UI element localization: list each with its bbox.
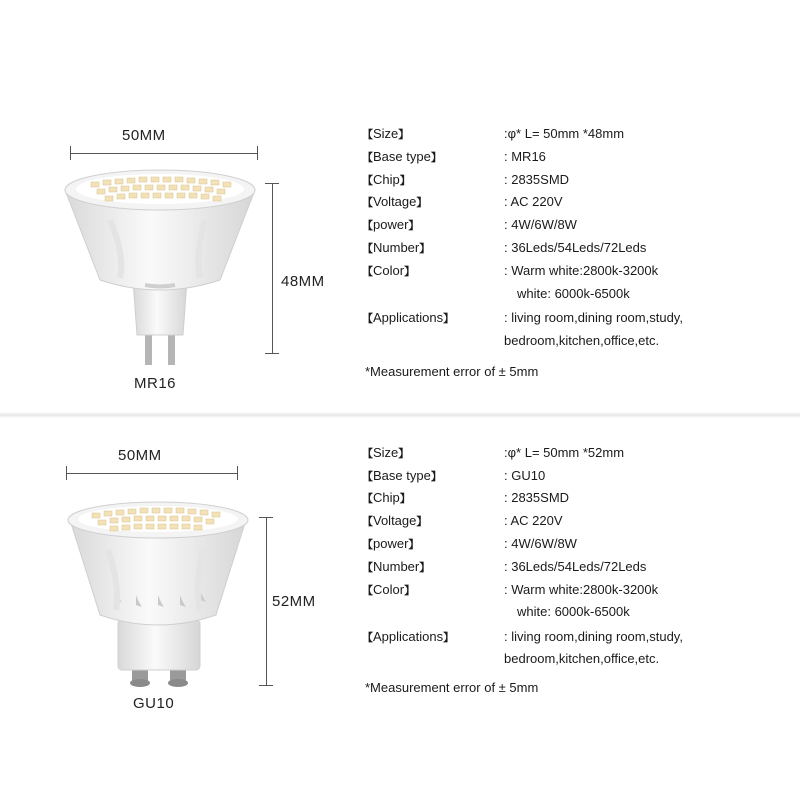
spec-value: : 2835SMD bbox=[504, 490, 570, 505]
spec-label: 【Color】 bbox=[362, 263, 416, 278]
spec-label: 【Voltage】 bbox=[362, 513, 428, 528]
height-dimension-line bbox=[266, 517, 267, 686]
spec-label: 【Number】 bbox=[362, 559, 431, 574]
spec-label: 【Base type】 bbox=[362, 149, 442, 164]
spec-label: 【Color】 bbox=[362, 582, 416, 597]
spec-label: 【Applications】 bbox=[362, 310, 455, 325]
spec-value: : Warm white:2800k-3200k bbox=[504, 582, 659, 597]
spec-value: : living room,dining room,study, bbox=[504, 629, 683, 644]
spec-value: white: 6000k-6500k bbox=[517, 286, 630, 301]
gu10-bulb-image bbox=[58, 495, 258, 700]
width-label: 50MM bbox=[118, 447, 162, 464]
spec-value: : MR16 bbox=[504, 149, 546, 164]
spec-label: 【power】 bbox=[362, 536, 420, 551]
spec-label: 【Size】 bbox=[362, 126, 410, 141]
spec-value: :φ* L= 50mm *48mm bbox=[504, 126, 625, 141]
spec-value: : 36Leds/54Leds/72Leds bbox=[504, 559, 647, 574]
spec-value: : AC 220V bbox=[504, 513, 563, 528]
spec-value: white: 6000k-6500k bbox=[517, 604, 630, 619]
width-label: 50MM bbox=[122, 127, 166, 144]
spec-label: 【Chip】 bbox=[362, 172, 411, 187]
product-panel-gu10 bbox=[0, 400, 800, 800]
height-dimension-line bbox=[272, 183, 273, 354]
spec-label: 【Size】 bbox=[362, 445, 410, 460]
spec-label: 【Base type】 bbox=[362, 468, 442, 483]
height-label: 52MM bbox=[272, 593, 316, 610]
spec-value: : living room,dining room,study, bbox=[504, 310, 683, 325]
model-label: MR16 bbox=[134, 375, 177, 392]
spec-value: :φ* L= 50mm *52mm bbox=[504, 445, 625, 460]
spec-value: : 4W/6W/8W bbox=[504, 217, 577, 232]
spec-value: : AC 220V bbox=[504, 194, 563, 209]
spec-label: 【Number】 bbox=[362, 240, 431, 255]
mr16-bulb-image bbox=[55, 160, 265, 370]
spec-value: : 2835SMD bbox=[504, 172, 570, 187]
measurement-note: *Measurement error of ± 5mm bbox=[365, 364, 539, 379]
spec-label: 【Chip】 bbox=[362, 490, 411, 505]
height-label: 48MM bbox=[281, 273, 325, 290]
spec-value: : GU10 bbox=[504, 468, 546, 483]
measurement-note: *Measurement error of ± 5mm bbox=[365, 680, 539, 695]
spec-label: 【Applications】 bbox=[362, 629, 455, 644]
spec-value: : Warm white:2800k-3200k bbox=[504, 263, 659, 278]
spec-label: 【power】 bbox=[362, 217, 420, 232]
spec-label: 【Voltage】 bbox=[362, 194, 428, 209]
spec-value: : 36Leds/54Leds/72Leds bbox=[504, 240, 647, 255]
width-dimension-line bbox=[66, 473, 238, 474]
model-label: GU10 bbox=[133, 695, 175, 712]
spec-value: bedroom,kitchen,office,etc. bbox=[504, 333, 660, 348]
spec-value: : 4W/6W/8W bbox=[504, 536, 577, 551]
spec-value: bedroom,kitchen,office,etc. bbox=[504, 651, 660, 666]
width-dimension-line bbox=[70, 153, 258, 154]
